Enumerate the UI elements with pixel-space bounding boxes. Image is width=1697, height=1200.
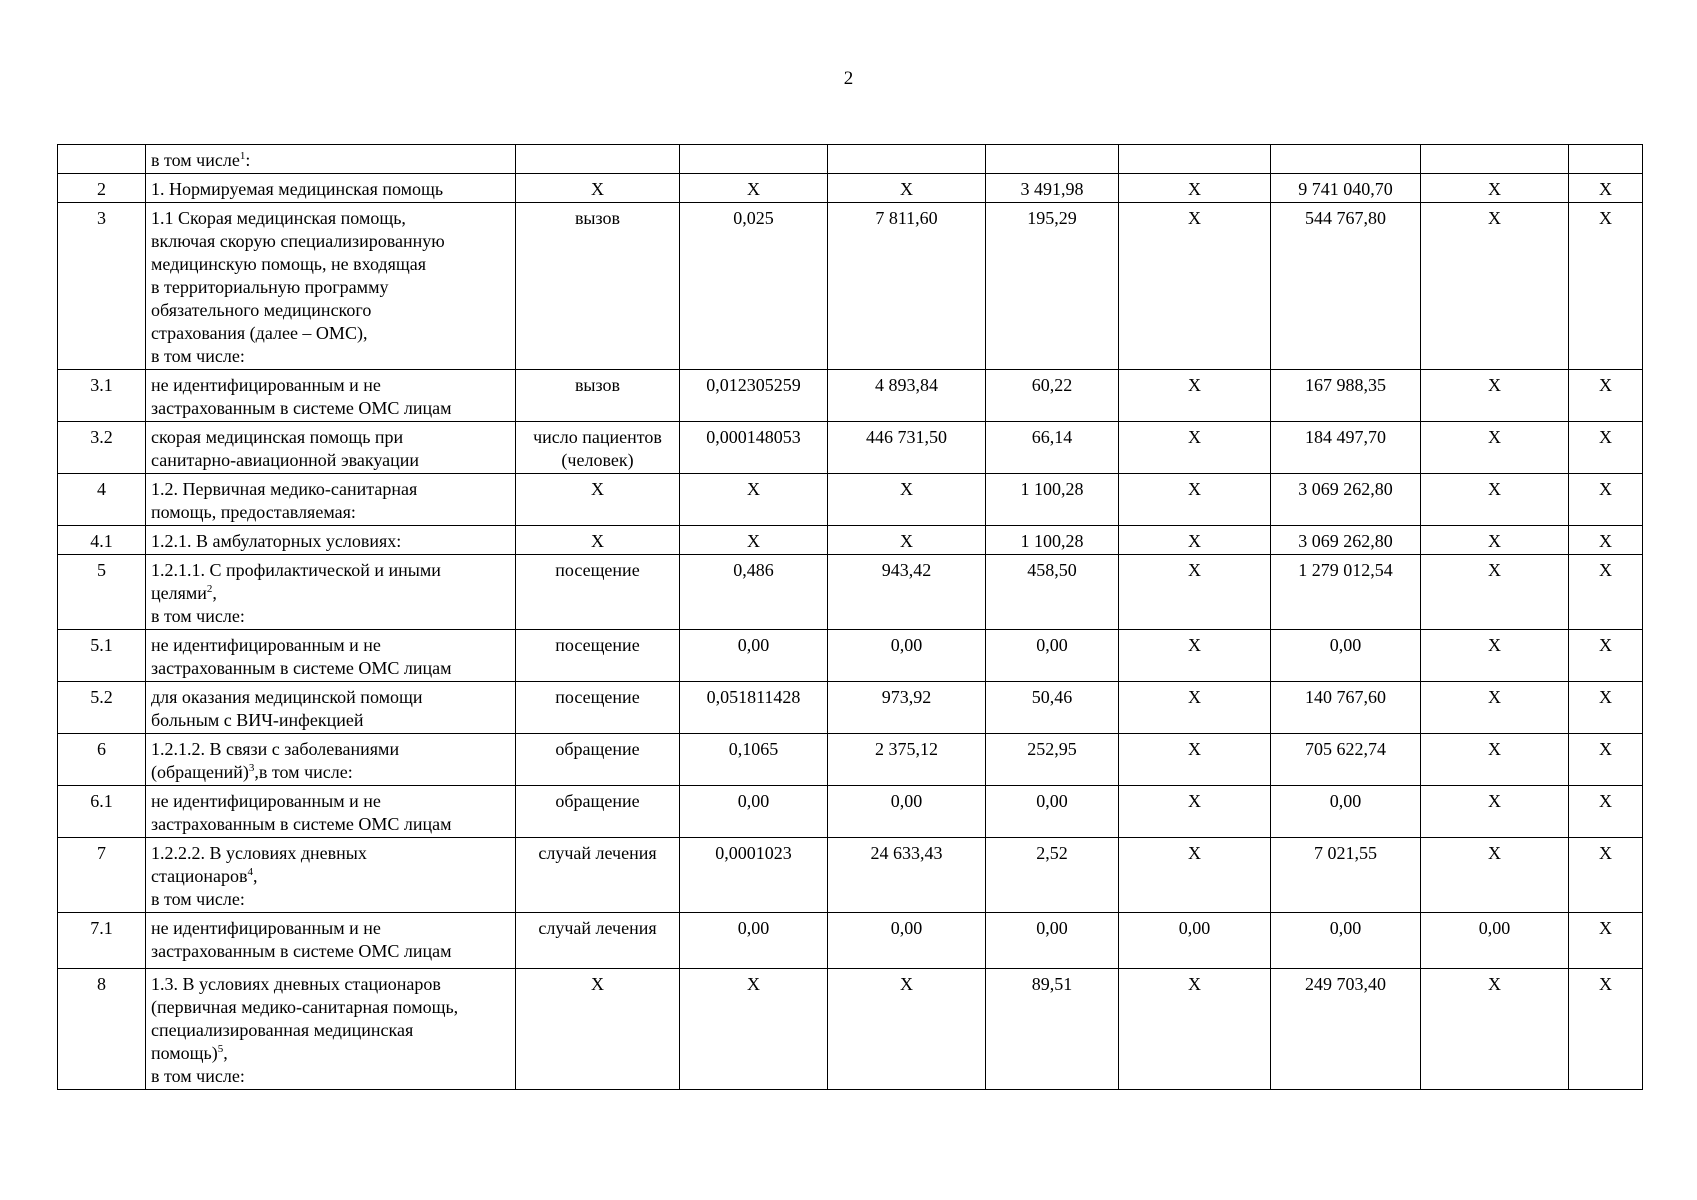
row-value-c6: X <box>1421 474 1569 526</box>
row-value-c2: 7 811,60 <box>828 203 986 370</box>
row-unit: обращение <box>516 786 680 838</box>
row-value-c6: X <box>1421 682 1569 734</box>
row-name <box>146 734 516 786</box>
medical-care-table <box>57 144 1643 1090</box>
row-value-c5: 3 069 262,80 <box>1271 526 1421 555</box>
row-value-c2: 0,00 <box>828 786 986 838</box>
table-row <box>58 913 1643 969</box>
row-number: 3 <box>58 203 146 370</box>
row-value-c5: 3 069 262,80 <box>1271 474 1421 526</box>
row-value-c6: X <box>1421 422 1569 474</box>
table-row <box>58 422 1643 474</box>
row-name <box>146 370 516 422</box>
row-value-c4: X <box>1119 174 1271 203</box>
row-value-c1: 0,000148053 <box>680 422 828 474</box>
row-value-c5: 0,00 <box>1271 786 1421 838</box>
row-name-text: не идентифицированным и не застрахованным в системе ОМС лицам <box>151 791 452 834</box>
row-value-c7: X <box>1569 174 1643 203</box>
row-value-c1: 0,025 <box>680 203 828 370</box>
row-name <box>146 474 516 526</box>
row-value-c1: X <box>680 174 828 203</box>
row-value-c3: 1 100,28 <box>986 474 1119 526</box>
row-value-c7: X <box>1569 630 1643 682</box>
row-name-suffix: , в том числе: <box>151 866 258 909</box>
row-value-c4: X <box>1119 682 1271 734</box>
row-name <box>146 838 516 913</box>
row-unit: случай лечения <box>516 913 680 969</box>
row-name-text: 1.1 Скорая медицинская помощь, включая скорую специализированную медицинскую помощь, не входящая в территориальную программу обязательного медицинского страхования (далее – ОМС), в том числе: <box>151 208 445 366</box>
row-name <box>146 145 516 174</box>
row-value-c1: 0,1065 <box>680 734 828 786</box>
row-value-c1: 0,0001023 <box>680 838 828 913</box>
row-value-c4: X <box>1119 969 1271 1090</box>
table-row <box>58 474 1643 526</box>
row-value-c6: X <box>1421 969 1569 1090</box>
row-value-c1: 0,051811428 <box>680 682 828 734</box>
row-value-c4: X <box>1119 203 1271 370</box>
row-value-c6: 0,00 <box>1421 913 1569 969</box>
row-value-c7 <box>1569 145 1643 174</box>
footnote-marker: 4 <box>247 866 253 878</box>
row-value-c7: X <box>1569 422 1643 474</box>
row-name-text: в том числе <box>151 150 240 170</box>
row-value-c1: 0,486 <box>680 555 828 630</box>
row-value-c3: 195,29 <box>986 203 1119 370</box>
table-row <box>58 786 1643 838</box>
row-value-c3: 66,14 <box>986 422 1119 474</box>
row-number: 4 <box>58 474 146 526</box>
footnote-marker: 1 <box>239 150 246 162</box>
row-number: 2 <box>58 174 146 203</box>
row-value-c4: X <box>1119 838 1271 913</box>
row-value-c4: X <box>1119 630 1271 682</box>
row-value-c4: 0,00 <box>1119 913 1271 969</box>
row-number: 6.1 <box>58 786 146 838</box>
row-value-c4: X <box>1119 786 1271 838</box>
row-value-c3: 0,00 <box>986 630 1119 682</box>
row-number: 5.2 <box>58 682 146 734</box>
row-name-text: 1.2.2.2. В условиях дневных стационаров <box>151 843 367 886</box>
row-name <box>146 174 516 203</box>
row-value-c2: 446 731,50 <box>828 422 986 474</box>
row-value-c5: 167 988,35 <box>1271 370 1421 422</box>
row-name <box>146 630 516 682</box>
row-name <box>146 786 516 838</box>
row-value-c6: X <box>1421 630 1569 682</box>
table-row <box>58 203 1643 370</box>
row-value-c3: 1 100,28 <box>986 526 1119 555</box>
row-name-suffix: : <box>245 150 251 170</box>
row-value-c2: 0,00 <box>828 913 986 969</box>
footnote-marker: 3 <box>248 762 255 774</box>
row-value-c7: X <box>1569 526 1643 555</box>
row-value-c6: X <box>1421 174 1569 203</box>
row-value-c5: 184 497,70 <box>1271 422 1421 474</box>
row-value-c7: X <box>1569 370 1643 422</box>
row-value-c1: X <box>680 474 828 526</box>
row-value-c7: X <box>1569 969 1643 1090</box>
row-value-c1: 0,00 <box>680 786 828 838</box>
row-number: 3.2 <box>58 422 146 474</box>
row-value-c2: 24 633,43 <box>828 838 986 913</box>
table-row <box>58 838 1643 913</box>
row-unit <box>516 145 680 174</box>
row-value-c5: 9 741 040,70 <box>1271 174 1421 203</box>
row-value-c6: X <box>1421 526 1569 555</box>
row-unit: вызов <box>516 203 680 370</box>
row-value-c4: X <box>1119 422 1271 474</box>
row-value-c6 <box>1421 145 1569 174</box>
row-number: 5.1 <box>58 630 146 682</box>
row-name-text: не идентифицированным и не застрахованным в системе ОМС лицам <box>151 375 452 418</box>
table-row <box>58 734 1643 786</box>
row-value-c1: 0,00 <box>680 630 828 682</box>
row-value-c5: 1 279 012,54 <box>1271 555 1421 630</box>
row-name <box>146 913 516 969</box>
row-number: 7.1 <box>58 913 146 969</box>
row-name-text: 1.2.1. В амбулаторных условиях: <box>151 531 402 551</box>
row-value-c7: X <box>1569 913 1643 969</box>
row-name-suffix: , в том числе: <box>151 1043 245 1086</box>
row-value-c5: 140 767,60 <box>1271 682 1421 734</box>
row-number: 5 <box>58 555 146 630</box>
row-value-c4: X <box>1119 555 1271 630</box>
row-value-c1 <box>680 145 828 174</box>
row-number: 8 <box>58 969 146 1090</box>
row-value-c3: 252,95 <box>986 734 1119 786</box>
table-row <box>58 630 1643 682</box>
table-row <box>58 370 1643 422</box>
row-value-c7: X <box>1569 203 1643 370</box>
row-value-c3: 60,22 <box>986 370 1119 422</box>
row-value-c7: X <box>1569 682 1643 734</box>
row-name-text: 1. Нормируемая медицинская помощь <box>151 179 444 199</box>
row-value-c7: X <box>1569 474 1643 526</box>
row-name <box>146 969 516 1090</box>
row-value-c4: X <box>1119 474 1271 526</box>
row-value-c4: X <box>1119 370 1271 422</box>
row-name <box>146 422 516 474</box>
row-number: 6 <box>58 734 146 786</box>
row-name <box>146 526 516 555</box>
row-name-text: скорая медицинская помощь при санитарно-авиационной эвакуации <box>151 427 420 470</box>
row-value-c2: 4 893,84 <box>828 370 986 422</box>
row-value-c3: 458,50 <box>986 555 1119 630</box>
row-unit: случай лечения <box>516 838 680 913</box>
row-value-c7: X <box>1569 786 1643 838</box>
row-value-c7: X <box>1569 838 1643 913</box>
row-name <box>146 555 516 630</box>
row-value-c4: X <box>1119 734 1271 786</box>
row-name-text: 1.3. В условиях дневных стационаров (первичная медико-санитарная помощь, специализированная медицинская помощь) <box>151 974 459 1063</box>
row-number: 4.1 <box>58 526 146 555</box>
row-value-c1: 0,00 <box>680 913 828 969</box>
row-value-c6: X <box>1421 203 1569 370</box>
row-unit: обращение <box>516 734 680 786</box>
row-value-c6: X <box>1421 786 1569 838</box>
row-unit: X <box>516 969 680 1090</box>
row-name-text: не идентифицированным и не застрахованным в системе ОМС лицам <box>151 635 452 678</box>
table-body <box>58 145 1643 1090</box>
row-value-c5: 0,00 <box>1271 913 1421 969</box>
table-row <box>58 555 1643 630</box>
row-value-c5: 249 703,40 <box>1271 969 1421 1090</box>
row-unit: число пациентов (человек) <box>516 422 680 474</box>
row-name-suffix: ,в том числе: <box>254 762 353 782</box>
row-unit: X <box>516 474 680 526</box>
row-name-text: 1.2. Первичная медико-санитарная помощь, предоставляемая: <box>151 479 418 522</box>
row-value-c2: 943,42 <box>828 555 986 630</box>
footnote-marker: 2 <box>206 583 213 595</box>
row-value-c3: 50,46 <box>986 682 1119 734</box>
row-value-c3: 0,00 <box>986 913 1119 969</box>
row-value-c7: X <box>1569 734 1643 786</box>
row-unit: X <box>516 174 680 203</box>
row-value-c4 <box>1119 145 1271 174</box>
row-value-c7: X <box>1569 555 1643 630</box>
row-value-c6: X <box>1421 838 1569 913</box>
footnote-marker: 5 <box>217 1043 224 1055</box>
row-value-c5 <box>1271 145 1421 174</box>
row-number <box>58 145 146 174</box>
row-value-c5: 705 622,74 <box>1271 734 1421 786</box>
row-name <box>146 203 516 370</box>
table-row <box>58 145 1643 174</box>
row-value-c5: 7 021,55 <box>1271 838 1421 913</box>
row-value-c2: 0,00 <box>828 630 986 682</box>
row-value-c2: 973,92 <box>828 682 986 734</box>
row-unit: посещение <box>516 630 680 682</box>
row-value-c3 <box>986 145 1119 174</box>
row-unit: посещение <box>516 682 680 734</box>
page-number: 2 <box>843 68 854 89</box>
row-value-c2: X <box>828 474 986 526</box>
row-value-c6: X <box>1421 370 1569 422</box>
row-value-c5: 544 767,80 <box>1271 203 1421 370</box>
row-name-text: 1.2.1.1. С профилактической и иными целями <box>151 560 441 603</box>
row-number: 3.1 <box>58 370 146 422</box>
row-value-c3: 3 491,98 <box>986 174 1119 203</box>
row-value-c3: 0,00 <box>986 786 1119 838</box>
row-unit: посещение <box>516 555 680 630</box>
row-name-suffix: , в том числе: <box>151 583 245 626</box>
row-value-c1: X <box>680 969 828 1090</box>
row-value-c6: X <box>1421 555 1569 630</box>
row-name <box>146 682 516 734</box>
table-row <box>58 969 1643 1090</box>
row-value-c3: 89,51 <box>986 969 1119 1090</box>
row-value-c3: 2,52 <box>986 838 1119 913</box>
row-value-c6: X <box>1421 734 1569 786</box>
row-value-c1: X <box>680 526 828 555</box>
table-row <box>58 174 1643 203</box>
row-unit: X <box>516 526 680 555</box>
table-row <box>58 526 1643 555</box>
row-value-c2: X <box>828 526 986 555</box>
row-value-c1: 0,012305259 <box>680 370 828 422</box>
row-value-c2: X <box>828 969 986 1090</box>
row-value-c4: X <box>1119 526 1271 555</box>
row-value-c2: 2 375,12 <box>828 734 986 786</box>
row-number: 7 <box>58 838 146 913</box>
row-name-text: 1.2.1.2. В связи с заболеваниями (обращений) <box>151 739 400 782</box>
row-name-text: для оказания медицинской помощи больным с ВИЧ-инфекцией <box>151 687 423 730</box>
row-unit: вызов <box>516 370 680 422</box>
row-value-c2 <box>828 145 986 174</box>
row-value-c5: 0,00 <box>1271 630 1421 682</box>
row-name-text: не идентифицированным и не застрахованным в системе ОМС лицам <box>151 918 452 961</box>
row-value-c2: X <box>828 174 986 203</box>
table-row <box>58 682 1643 734</box>
